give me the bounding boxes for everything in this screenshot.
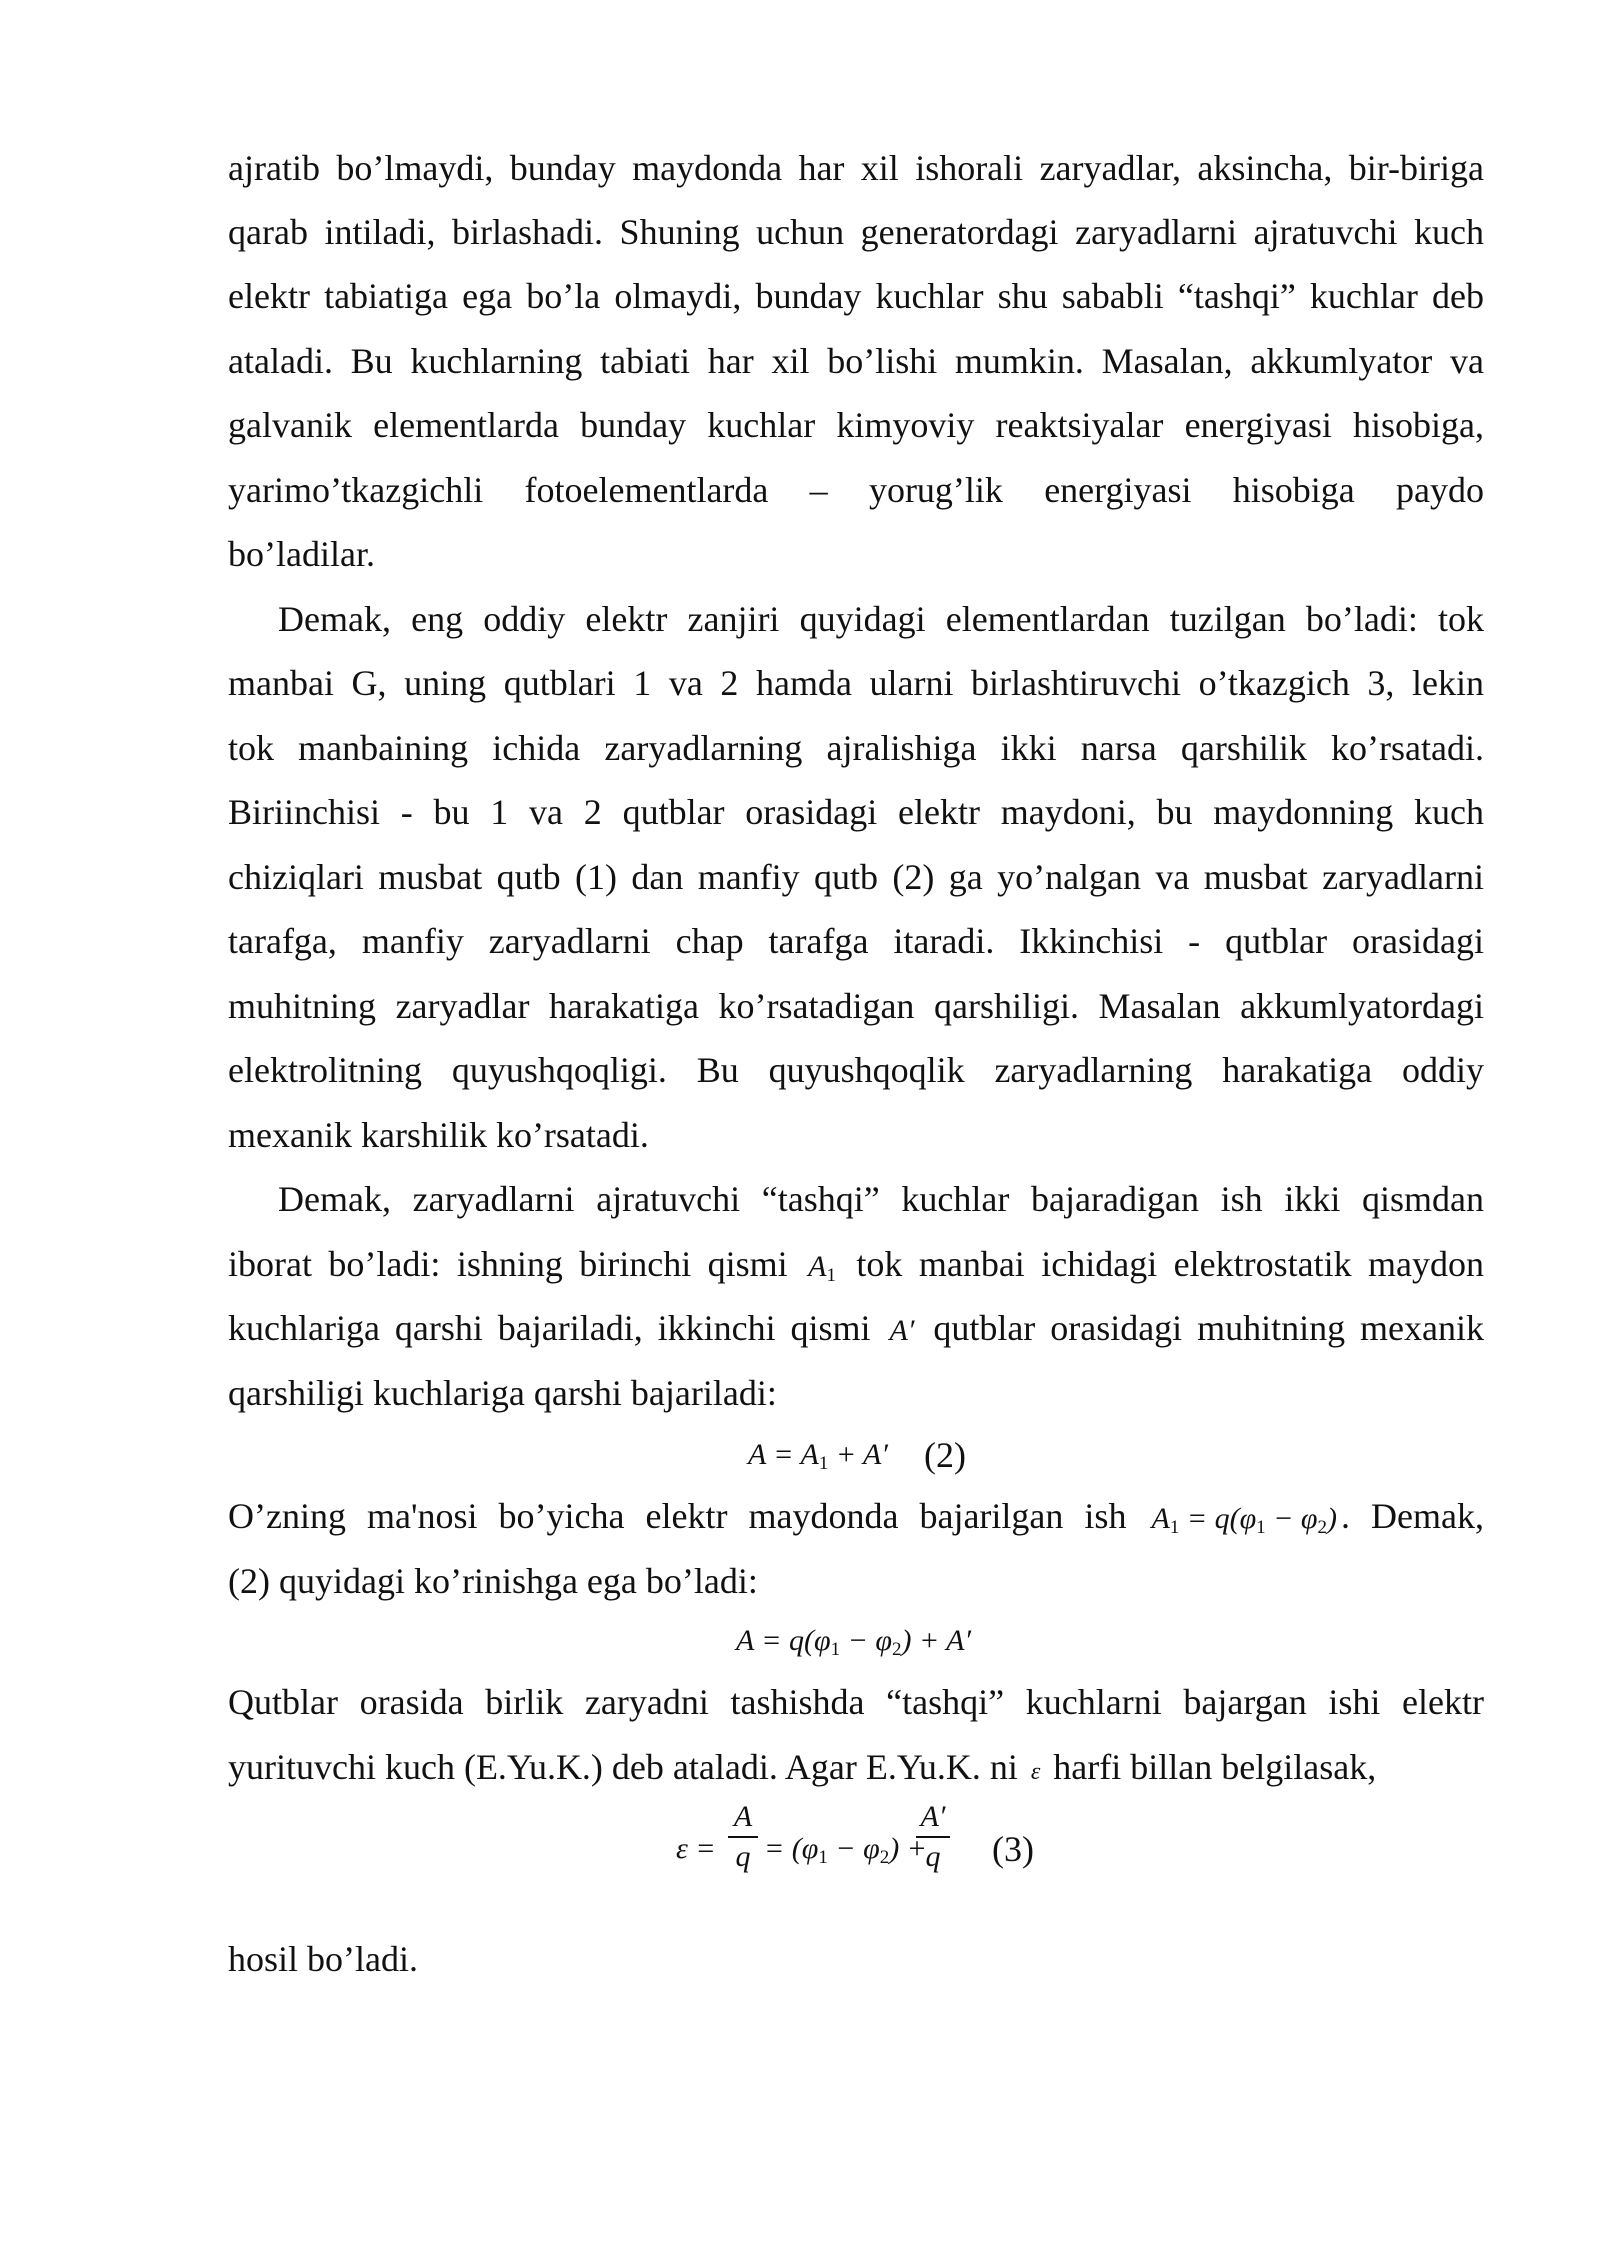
paragraph-3-line-2-start: iborat bo’ladi: ishning birinchi qismi: [228, 1244, 788, 1284]
closing-line: hosil bo’ladi.: [228, 1939, 418, 1979]
paragraph-1-line-1: ajratib bo’lmaydi, bunday maydonda har xil ishorali zaryadlar, aksincha, bir-biriga: [228, 148, 1484, 188]
paragraph-5-line-2: [228, 1747, 1484, 1787]
paragraph-3-line-2-end: tok manbai ichidagi elektrostatik maydon: [856, 1244, 1484, 1284]
paragraph-2-line-7: muhitning zaryadlar harakatiga ko’rsatadigan qarshiligi. Masalan akkumlyatordagi: [228, 986, 1484, 1026]
paragraph-3-line-2: [228, 1244, 1484, 1284]
paragraph-1-line-5: galvanik elementlarda bunday kuchlar kimyoviy reaktsiyalar energiyasi hisobiga,: [228, 405, 1484, 445]
equation-3-lhs: ε =: [676, 1832, 716, 1865]
equation-3-middle: = $(\varphi_1 - \varphi_2)$ +: [764, 1832, 927, 1868]
equation-3-fraction-2: A′ q: [916, 1800, 950, 1874]
paragraph-5-line-1: Qutblar orasida birlik zaryadni tashishda “tashqi” kuchlarni bajargan ishi elektr: [228, 1682, 1484, 1722]
paragraph-1-line-7: bo’ladilar.: [228, 534, 375, 574]
paragraph-2-line-3: tok manbaining ichida zaryadlarning ajralishiga ikki narsa qarshilik ko’rsatadi.: [228, 728, 1484, 768]
inline-math-epsilon: ε: [1030, 1759, 1041, 1785]
paragraph-1-line-6: yarimo’tkazgichli fotoelementlarda – yorug’lik energiyasi hisobiga paydo: [228, 470, 1484, 510]
paragraph-1-line-2: qarab intiladi, birlashadi. Shuning uchun generatordagi zaryadlarni ajratuvchi kuch: [228, 212, 1484, 252]
inline-math-a1-equation: $A_1 = q(\varphi_1 - \varphi_2)$: [1151, 1502, 1338, 1538]
paragraph-3-line-1: Demak, zaryadlarni ajratuvchi “tashqi” kuchlar bajaradigan ish ikki qismdan: [278, 1179, 1484, 1219]
paragraph-4-line-2: (2) quyidagi ko’rinishga ega bo’ladi:: [228, 1561, 758, 1601]
inline-math-a-prime: A′: [889, 1314, 915, 1347]
paragraph-2-line-2: manbai G, uning qutblari 1 va 2 hamda ularni birlashtiruvchi o’tkazgich 3, lekin: [228, 663, 1484, 703]
paragraph-1-line-3: elektr tabiatiga ega bo’la olmaydi, bunday kuchlar shu sababli “tashqi” kuchlar deb: [228, 276, 1484, 316]
paragraph-2-line-9: mexanik karshilik ko’rsatadi.: [228, 1115, 649, 1155]
paragraph-2-line-6: tarafga, manfiy zaryadlarni chap tarafga itaradi. Ikkinchisi - qutblar orasidagi: [228, 921, 1484, 961]
equation-3-number: (3): [992, 1829, 1034, 1869]
paragraph-5-line-2-end: harfi billan belgilasak,: [1053, 1747, 1377, 1787]
paragraph-3-line-3-end: qutblar orasidagi muhitning mexanik: [933, 1308, 1485, 1348]
equation-2: $A = A_1 + A'$: [748, 1438, 888, 1474]
paragraph-4-line-1: [228, 1496, 1484, 1536]
paragraph-3-line-3-start: kuchlariga qarshi bajariladi, ikkinchi qismi: [228, 1308, 871, 1348]
inline-math-a1: $A_1$: [808, 1250, 836, 1286]
paragraph-2-line-5: chiziqlari musbat qutb (1) dan manfiy qutb (2) ga yo’nalgan va musbat zaryadlarni: [228, 857, 1484, 897]
paragraph-1-line-4: ataladi. Bu kuchlarning tabiati har xil bo’lishi mumkin. Masalan, akkumlyator va: [228, 341, 1484, 381]
paragraph-2-line-4: Biriinchisi - bu 1 va 2 qutblar orasidagi elektr maydoni, bu maydonning kuch: [228, 792, 1484, 832]
equation-3-fraction-1: A q: [728, 1800, 758, 1874]
paragraph-5-line-2-start: yurituvchi kuch (E.Yu.K.) deb ataladi. Agar E.Yu.K. ni: [228, 1747, 1018, 1787]
paragraph-3-line-4: qarshiligi kuchlariga qarshi bajariladi:: [228, 1373, 777, 1413]
paragraph-2-line-1: Demak, eng oddiy elektr zanjiri quyidagi elementlardan tuzilgan bo’ladi: tok: [278, 599, 1484, 639]
equation-2-number: (2): [924, 1435, 966, 1475]
paragraph-2-line-8: elektrolitning quyushqoqligi. Bu quyushqoqlik zaryadlarning harakatiga oddiy: [228, 1050, 1484, 1090]
equation-work: $A = q(\varphi_1 - \varphi_2) + A'$: [736, 1624, 972, 1660]
paragraph-4-line-1-start: O’zning ma'nosi bo’yicha elektr maydonda bajarilgan ish: [228, 1496, 1127, 1536]
paragraph-3-line-3: [228, 1308, 1484, 1348]
paragraph-4-line-1-end: . Demak,: [1341, 1496, 1485, 1536]
